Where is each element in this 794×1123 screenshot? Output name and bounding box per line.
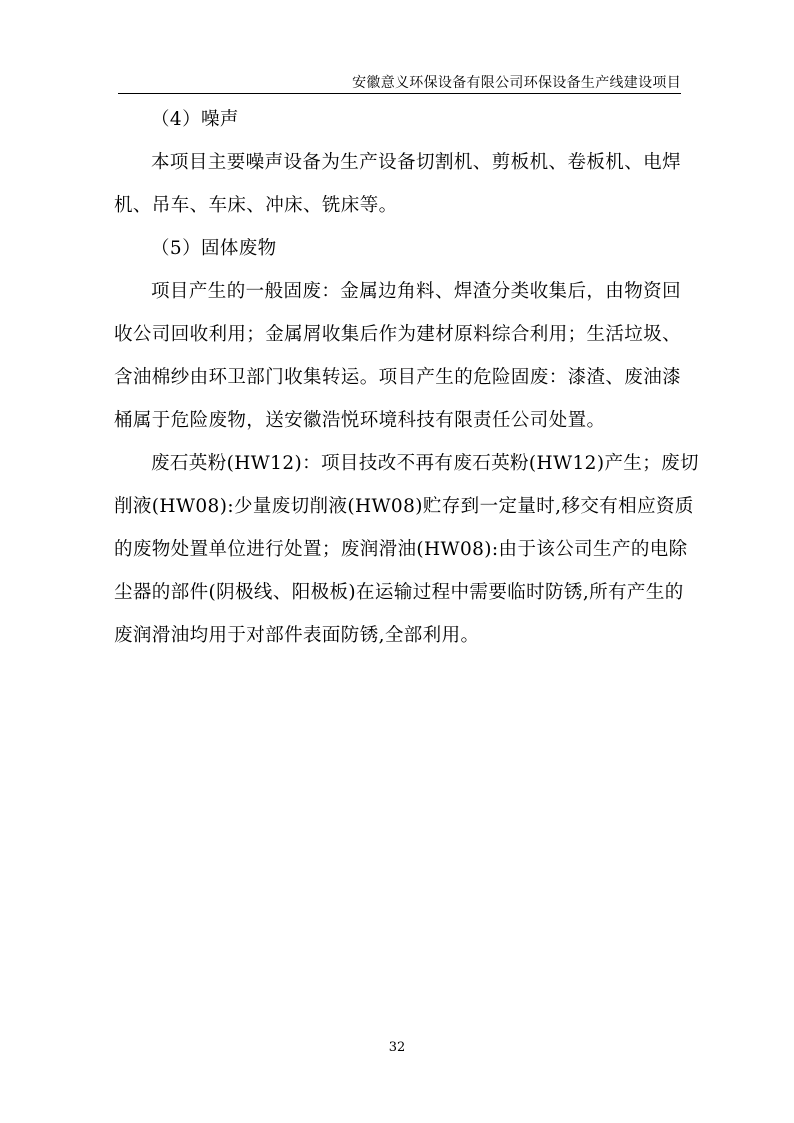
paragraph-line: 尘器的部件(阴极线、阳极板)在运输过程中需要临时防锈,所有产生的: [114, 582, 684, 603]
paragraph-line: 机、吊车、车床、冲床、铣床等。: [114, 195, 398, 216]
paragraph-line: 削液(HW08):少量废切削液(HW08)贮存到一定量时,移交有相应资质: [114, 496, 694, 517]
section-heading-solid-waste: （5）固体废物: [151, 238, 277, 259]
running-header: 安徽意义环保设备有限公司环保设备生产线建设项目: [352, 75, 681, 91]
paragraph-line: 项目产生的一般固废：金属边角料、焊渣分类收集后，由物资回: [151, 281, 681, 302]
paragraph-line: 的废物处置单位进行处置；废润滑油(HW08):由于该公司生产的电除: [114, 539, 688, 560]
page-number: 32: [388, 1040, 406, 1055]
header-rule: [118, 93, 681, 94]
paragraph-line: 本项目主要噪声设备为生产设备切割机、剪板机、卷板机、电焊: [151, 152, 681, 173]
paragraph-line: 桶属于危险废物，送安徽浩悦环境科技有限责任公司处置。: [114, 410, 606, 431]
section-heading-noise: （4）噪声: [151, 109, 239, 130]
paragraph-line: 收公司回收利用；金属屑收集后作为建材原料综合利用；生活垃圾、: [114, 324, 682, 345]
page-body: [114, 98, 699, 657]
paragraph-line: 含油棉纱由环卫部门收集转运。项目产生的危险固废：漆渣、废油漆: [114, 367, 682, 388]
paragraph-line: 废石英粉(HW12)：项目技改不再有废石英粉(HW12)产生；废切: [151, 453, 699, 474]
paragraph-line: 废润滑油均用于对部件表面防锈,全部利用。: [114, 625, 480, 646]
